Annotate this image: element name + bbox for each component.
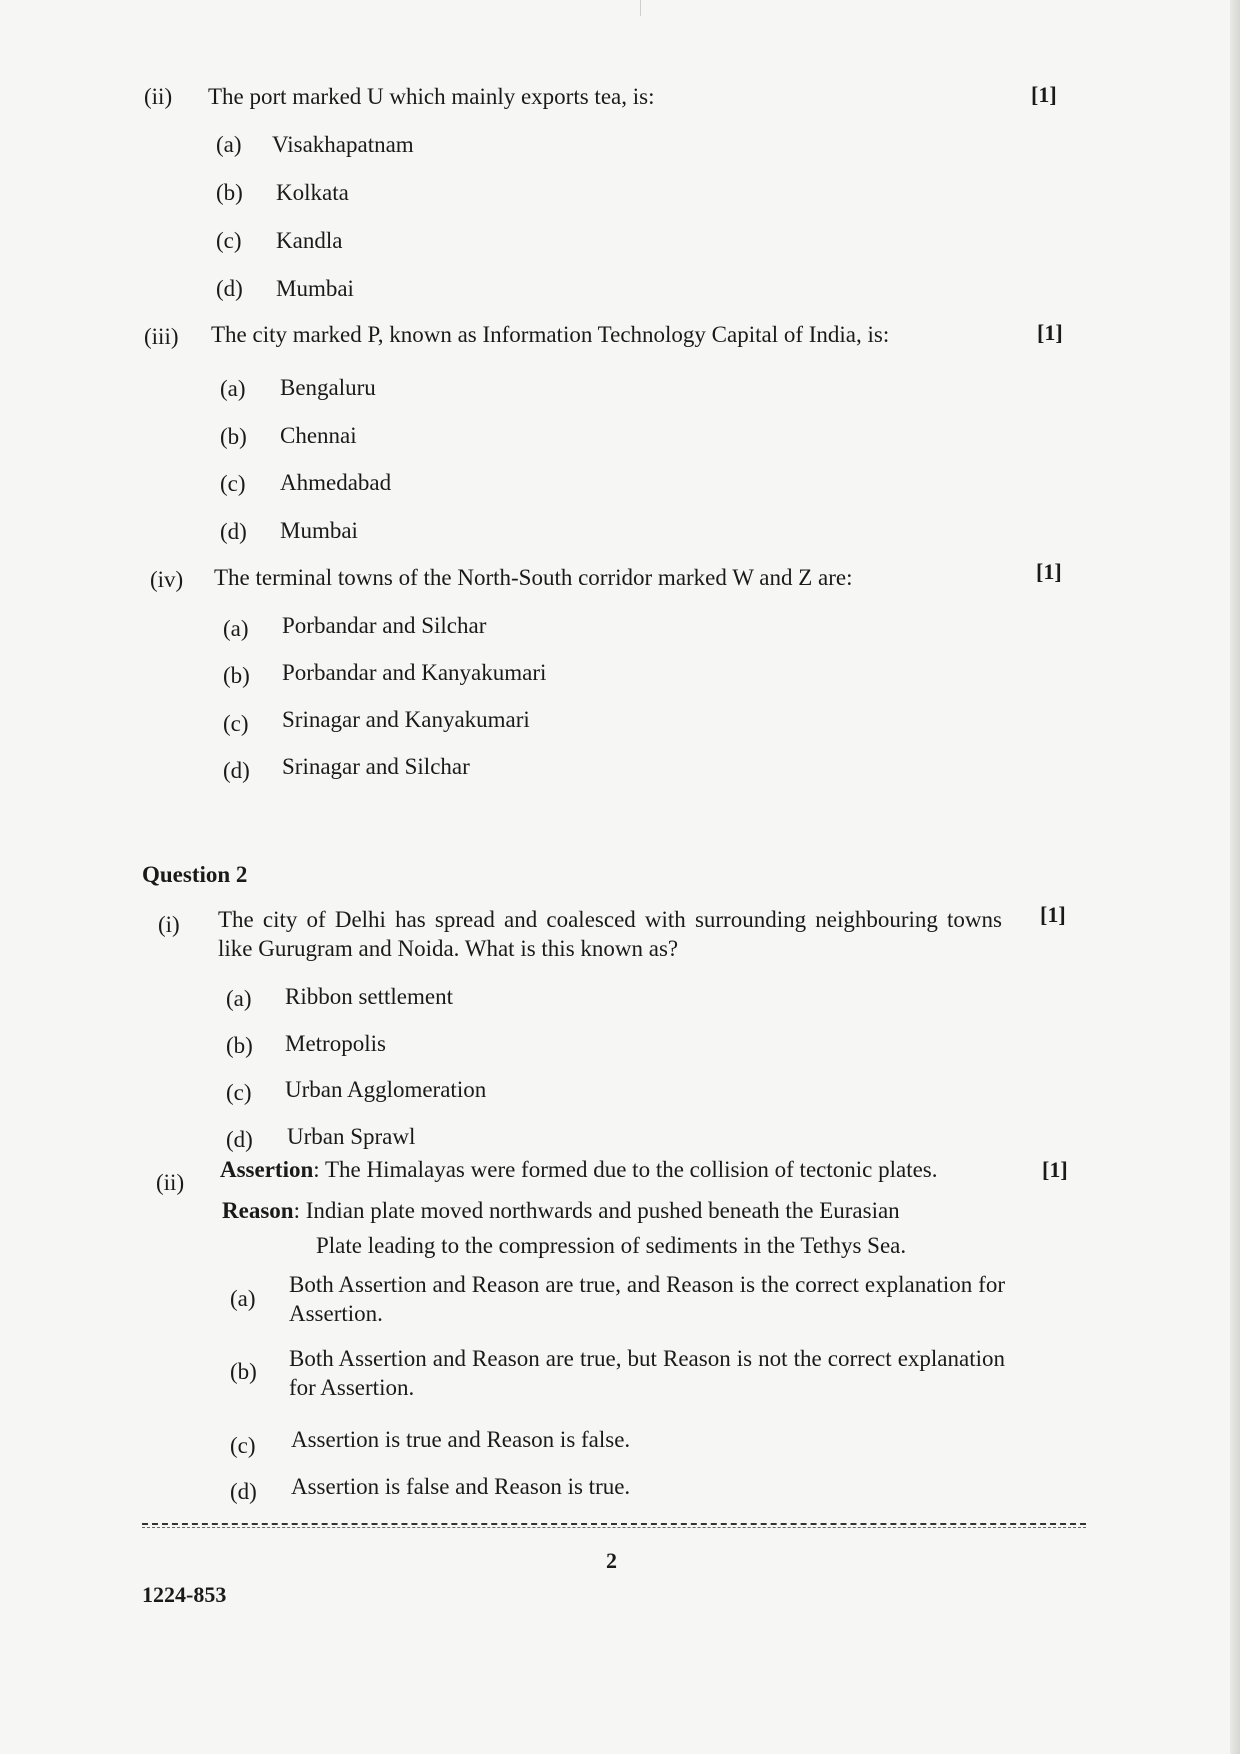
option-text: Kolkata [276,180,349,205]
option-letter: (c) [220,471,246,496]
option-letter: (d) [230,1479,257,1504]
option-text: Bengaluru [280,375,376,400]
option-letter: (d) [220,519,247,544]
option-text: Kandla [276,228,343,253]
option-text: Both Assertion and Reason are true, and Reason is the correct explanation for Assertion. [289,1272,1005,1326]
option-letter: (c) [226,1080,252,1105]
option-text: Urban Agglomeration [285,1077,487,1102]
marks-label: [1] [1036,559,1062,584]
option-letter: (a) [230,1286,256,1311]
option-text: Mumbai [276,276,354,301]
option-letter: (b) [226,1033,253,1058]
assertion-label: Assertion [220,1157,314,1182]
question-text: The terminal towns of the North-South corridor marked W and Z are: [214,565,853,590]
option-letter: (c) [230,1433,256,1458]
marks-label: [1] [1037,320,1063,345]
scan-mark [640,0,641,16]
footer-divider [142,1523,1086,1525]
option-text: Chennai [280,423,357,448]
page-edge-shadow [1230,0,1240,1754]
option-letter: (b) [230,1359,257,1384]
question-text: The city marked P, known as Information Technology Capital of India, is: [211,322,890,347]
question-number: (iii) [144,324,179,349]
option-letter: (d) [223,758,250,783]
question-number: (iv) [150,567,184,592]
marks-label: [1] [1031,82,1057,107]
option-text: Ahmedabad [280,470,392,495]
question-number: (ii) [156,1170,185,1195]
question-text: The city of Delhi has spread and coalesced with surrounding neighbouring towns like Gurugram and Noida. What is this known as? [218,907,1002,961]
option-letter: (b) [216,180,243,205]
option-letter: (d) [216,276,243,301]
reason-text: : Indian plate moved northwards and pushed beneath the Eurasian [293,1198,900,1223]
option-text: Visakhapatnam [272,132,414,157]
option-text: Porbandar and Kanyakumari [282,660,547,685]
option-letter: (b) [223,663,250,688]
option-letter: (c) [223,711,249,736]
option-text: Both Assertion and Reason are true, but Reason is not the correct explanation for Assertion. [289,1346,1005,1400]
option-letter: (c) [216,228,242,253]
option-letter: (d) [226,1127,253,1152]
page-number: 2 [606,1548,617,1573]
question-text: The port marked U which mainly exports tea, is: [208,84,655,109]
option-text: Urban Sprawl [287,1124,416,1149]
question-heading: Question 2 [142,862,248,887]
footer-divider [142,1527,1086,1528]
paper-code: 1224-853 [142,1582,227,1607]
reason-label: Reason [222,1198,294,1223]
question-number: (i) [158,912,180,937]
assertion-line [220,1155,938,1185]
assertion-text: : The Himalayas were formed due to the collision of tectonic plates. [313,1157,938,1182]
reason-continuation: Plate leading to the compression of sediments in the Tethys Sea. [316,1233,907,1258]
option-text: Metropolis [285,1031,386,1056]
reason-line [222,1196,900,1226]
option-letter: (a) [216,132,242,157]
option-letter: (a) [226,986,252,1011]
marks-label: [1] [1040,902,1066,927]
option-text: Porbandar and Silchar [282,613,487,638]
option-text: Ribbon settlement [285,984,454,1009]
option-text: Assertion is true and Reason is false. [291,1427,631,1452]
option-text: Srinagar and Silchar [282,754,470,779]
question-number: (ii) [144,84,173,109]
option-letter: (b) [220,424,247,449]
option-text: Mumbai [280,518,358,543]
option-text: Assertion is false and Reason is true. [291,1474,631,1499]
option-letter: (a) [220,376,246,401]
marks-label: [1] [1042,1157,1068,1182]
option-letter: (a) [223,616,249,641]
option-text: Srinagar and Kanyakumari [282,707,530,732]
